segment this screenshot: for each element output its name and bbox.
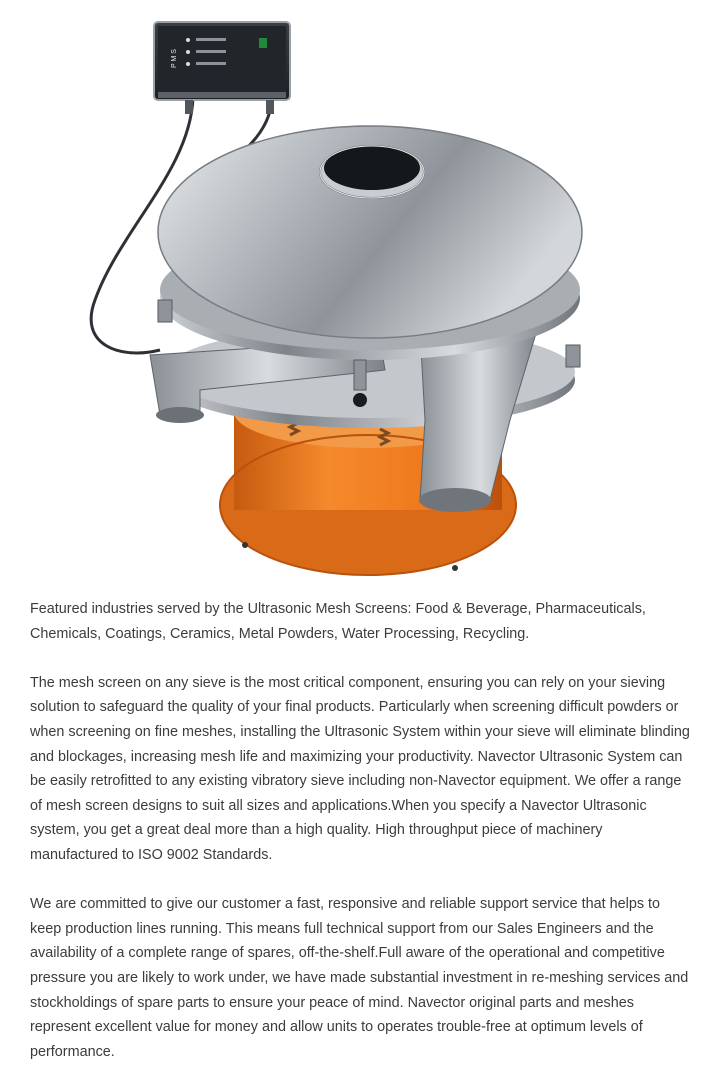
description-text xyxy=(30,597,690,1089)
control-panel-label: P M S xyxy=(171,49,178,68)
knob-icon xyxy=(353,393,367,407)
sieve-lid-icon xyxy=(158,126,582,338)
paragraph-industries: Featured industries served by the Ultrasonic Mesh Screens: Food & Beverage, Pharmaceuticals, Chemicals, Coatings, Ceramics, Metal Powders, Water Processing, Recycling. xyxy=(30,601,646,642)
paragraph-mesh-screen: The mesh screen on any sieve is the most critical component, ensuring you can rely on your sieving solution to safeguard the quality of your final products. Particularly when screening difficult powders or when screening on fine meshes, installing the Ultrasonic System within your sieve will eliminate blinding and blockages, increasing mesh life and maximizing your productivity. Navector Ultrasonic System can be easily retrofitted to any existing vibratory sieve including non-Navector equipment. We offer a range of mesh screen designs to suit all sizes and applications.When you specify a Navector Ultrasonic system, you get a great deal more than a high quality. High throughput piece of machinery manufactured to ISO 9002 Standards. xyxy=(30,674,690,863)
control-panel-icon xyxy=(154,22,290,114)
paragraph-support-service: We are committed to give our customer a fast, responsive and reliable support service that helps to keep production lines running. This means full technical support from our Sales Engineers and the availability of a complete range of spares, off-the-shelf.Full aware of the operational and competitive pressure you are likely to work under, we have made substantial investment in re-meshing services and stockholdings of spare parts to ensure your peace of mind. Navector original parts and meshes represent excellent value for money and allow units to operates trouble-free at optimum levels of performance. xyxy=(30,896,689,1060)
